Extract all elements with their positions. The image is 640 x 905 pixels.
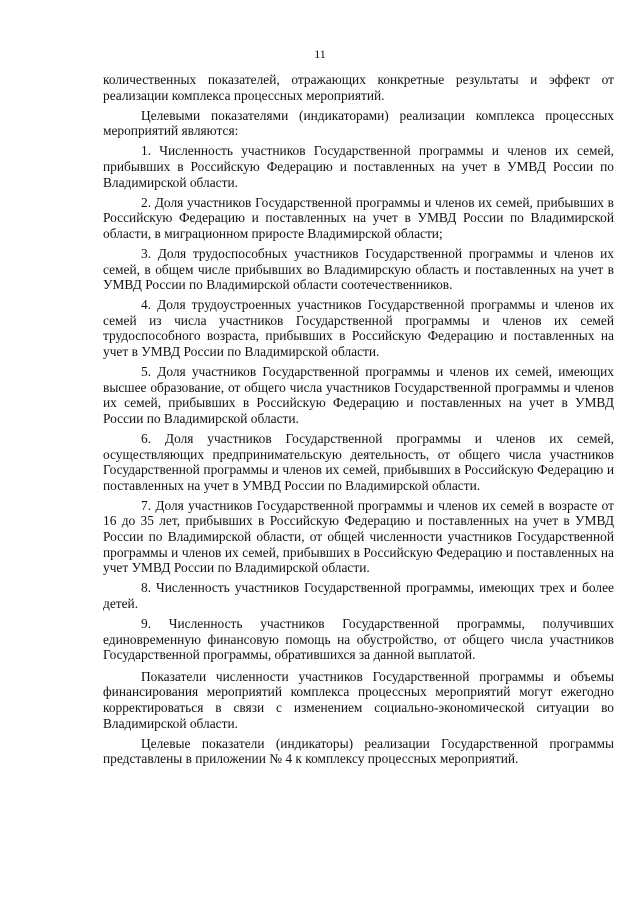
indicator-item-4: 4. Доля трудоустроенных участников Государственной программы и членов их семей из числа участников Государственной программы и членов их семей трудоспособного возраста, прибывших в Российскую Федерацию и поставленных на учет в УМВД России по Владимирской области. <box>103 297 614 359</box>
indicator-item-8: 8. Численность участников Государственной программы, имеющих трех и более детей. <box>103 580 614 611</box>
indicator-item-6: 6. Доля участников Государственной программы и членов их семей, осуществляющих предпринимательскую деятельность, от общего числа участников Государственной программы и членов их семей, прибывших в Российскую Федерацию и поставленных на учет в УМВД России по Владимирской области. <box>103 430 614 493</box>
indicator-item-7: 7. Доля участников Государственной программы и членов их семей в возрасте от 16 до 35 лет, прибывших в Российскую Федерацию и поставленных на учет в УМВД России по Владимирской области, от общей численности участников Государственной программы и членов их семей, прибывших в Российскую Федерацию и поставленных на учет УМВД России по Владимирской области. <box>103 497 614 576</box>
paragraph-appendix-reference: Целевые показатели (индикаторы) реализации Государственной программы представлены в приложении № 4 к комплексу процессных мероприятий. <box>103 735 614 767</box>
page-number: 11 <box>314 47 326 61</box>
document-body <box>103 72 614 771</box>
indicator-item-5: 5. Доля участников Государственной программы и членов их семей, имеющих высшее образование, от общего числа участников Государственной программы и членов их семей, прибывших в Российскую Федерацию и поставленных на учет в УМВД России по Владимирской области. <box>103 364 614 426</box>
paragraph-indicators-intro: Целевыми показателями (индикаторами) реализации комплекса процессных мероприятий являются: <box>103 107 614 139</box>
paragraph-continuation: количественных показателей, отражающих конкретные результаты и эффект от реализации комплекса процессных мероприятий. <box>103 72 614 103</box>
indicator-item-3: 3. Доля трудоспособных участников Государственной программы и членов их семей, в общем числе прибывших во Владимирскую область и поставленных на учет в УМВД России по Владимирской области соотечественников. <box>103 245 614 293</box>
indicator-item-9: 9. Численность участников Государственной программы, получивших единовременную финансовую помощь на обустройство, от общего числа участников Государственной программы, обратившихся за данной выплатой. <box>103 616 614 663</box>
paragraph-adjustment: Показатели численности участников Государственной программы и объемы финансирования мероприятий комплекса процессных мероприятий могут ежегодно корректироваться в связи с изменением социально-экономической ситуации во Владимирской области. <box>103 668 614 731</box>
indicator-item-1: 1. Численность участников Государственной программы и членов их семей, прибывших в Российскую Федерацию и поставленных на учет в УМВД России по Владимирской области. <box>103 143 614 190</box>
indicator-item-2: 2. Доля участников Государственной программы и членов их семей, прибывших в Российскую Федерацию и поставленных на учет в УМВД России по Владимирской области, в миграционном приросте Владимирской области; <box>103 194 614 241</box>
